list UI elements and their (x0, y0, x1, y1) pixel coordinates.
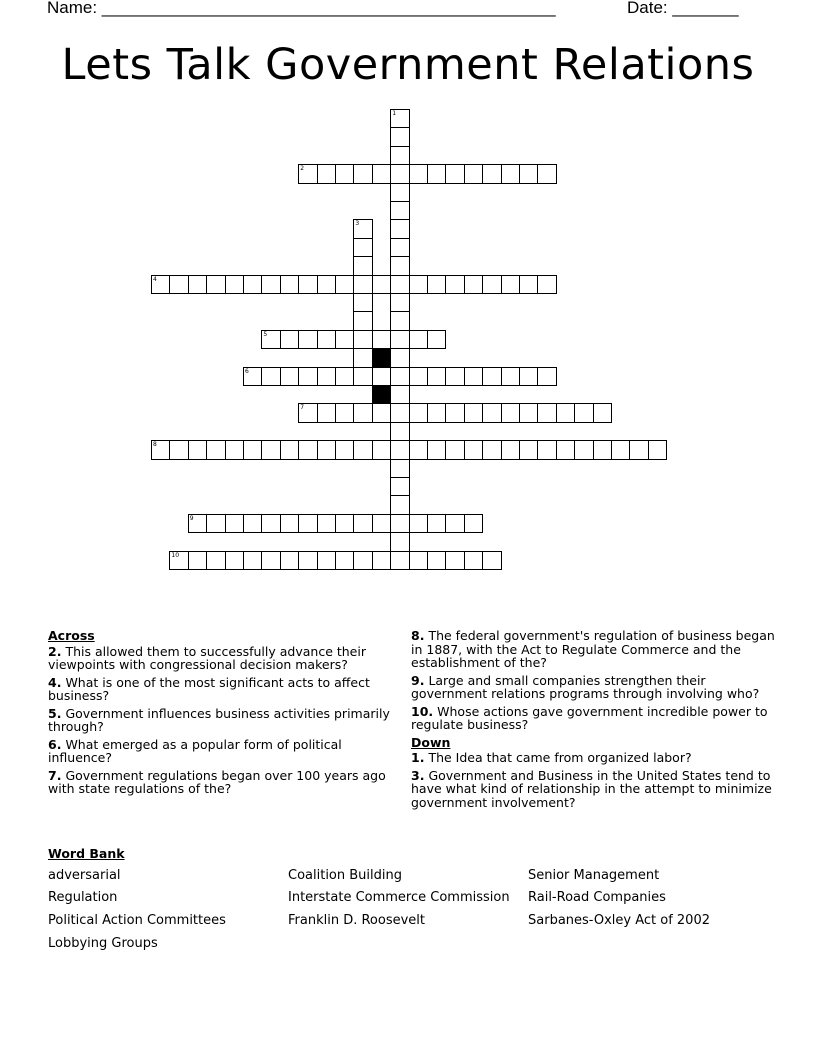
grid-cell[interactable] (225, 551, 244, 570)
grid-cell[interactable] (390, 551, 409, 570)
grid-cell[interactable] (501, 440, 520, 459)
grid-cell[interactable] (390, 403, 409, 422)
grid-cell[interactable] (353, 440, 372, 459)
clue-number: 1. (411, 750, 425, 765)
grid-cell[interactable] (409, 330, 428, 349)
grid-cell[interactable] (482, 440, 501, 459)
grid-cell[interactable] (353, 551, 372, 570)
grid-cell[interactable] (390, 514, 409, 533)
clue-number: 3. (411, 767, 425, 783)
grid-cell[interactable] (390, 164, 409, 183)
grid-cell[interactable] (335, 275, 354, 294)
grid-block-cell (372, 385, 391, 404)
grid-clue-number: 1 (392, 110, 397, 117)
grid-cell[interactable] (464, 275, 483, 294)
grid-clue-number: 7 (300, 404, 305, 412)
grid-cell[interactable] (409, 164, 428, 183)
grid-clue-number: 9 (189, 514, 194, 522)
grid-cell[interactable] (353, 348, 372, 367)
grid-cell[interactable] (482, 164, 501, 183)
grid-cell[interactable] (188, 440, 207, 459)
grid-cell[interactable] (390, 256, 409, 275)
grid-clue-number: 6 (245, 367, 249, 375)
grid-cell[interactable] (243, 440, 262, 459)
clue-across-6 (48, 738, 393, 765)
clue-across-5 (48, 707, 393, 734)
grid-cell[interactable] (390, 330, 409, 349)
grid-cell[interactable] (280, 275, 299, 294)
clue-number: 8. (411, 628, 425, 643)
grid-cell[interactable] (261, 367, 280, 386)
grid-cell[interactable] (427, 164, 446, 183)
grid-cell[interactable] (556, 440, 575, 459)
clue-number: 2. (48, 643, 62, 659)
grid-cell[interactable] (298, 275, 317, 294)
page-title: Lets Talk Government Relations (61, 40, 755, 90)
clue-text: What is one of the most significant acts to affect business? (48, 674, 370, 703)
word-bank-heading: Word Bank (48, 846, 125, 861)
grid-cell[interactable] (574, 440, 593, 459)
grid-clue-number: 8 (153, 441, 157, 449)
grid-cell[interactable] (390, 146, 409, 165)
grid-cell[interactable] (335, 330, 354, 349)
grid-cell[interactable] (317, 514, 336, 533)
clues-right-column (411, 629, 776, 813)
grid-cell[interactable] (390, 183, 409, 202)
grid-cell[interactable] (298, 440, 317, 459)
grid-cell[interactable] (464, 551, 483, 570)
grid-cell[interactable] (206, 275, 225, 294)
grid-cell[interactable] (537, 367, 556, 386)
clue-down-3 (411, 769, 776, 810)
grid-cell[interactable] (464, 403, 483, 422)
grid-cell[interactable] (261, 514, 280, 533)
grid-cell[interactable] (427, 403, 446, 422)
grid-clue-number: 10 (171, 551, 180, 559)
grid-cell[interactable] (243, 551, 262, 570)
grid-cell[interactable] (353, 514, 372, 533)
word-bank-item: Coalition Building (288, 868, 402, 883)
grid-cell[interactable] (317, 164, 336, 183)
grid-cell[interactable] (611, 440, 630, 459)
grid-cell[interactable] (372, 330, 391, 349)
grid-cell[interactable] (445, 164, 464, 183)
grid-cell[interactable] (519, 275, 538, 294)
grid-clue-number: 4 (153, 275, 157, 283)
grid-cell[interactable] (335, 514, 354, 533)
grid-cell[interactable] (445, 514, 464, 533)
clue-text: The federal government's regulation of business began in 1887, with the Act to Regulate Commerce and the establishment of the? (411, 628, 775, 670)
clue-number: 4. (48, 674, 62, 690)
word-bank-item: Franklin D. Roosevelt (288, 913, 426, 928)
grid-cell[interactable] (372, 367, 391, 386)
grid-cell[interactable] (353, 293, 372, 312)
clue-number: 7. (48, 767, 62, 783)
grid-cell[interactable] (261, 551, 280, 570)
grid-cell[interactable] (188, 275, 207, 294)
grid-cell[interactable] (317, 440, 336, 459)
grid-cell[interactable] (372, 440, 391, 459)
clue-text: Whose actions gave government incredible power to regulate business? (411, 703, 768, 732)
grid-cell[interactable] (427, 551, 446, 570)
grid-cell[interactable] (390, 238, 409, 257)
grid-cell[interactable] (390, 495, 409, 514)
grid-cell[interactable] (298, 367, 317, 386)
grid-cell[interactable] (280, 330, 299, 349)
grid-cell[interactable] (372, 551, 391, 570)
clues-left-column (48, 629, 393, 800)
grid-cell[interactable] (298, 551, 317, 570)
grid-cell[interactable] (537, 164, 556, 183)
grid-cell[interactable] (390, 293, 409, 312)
grid-clue-number: 3 (355, 220, 360, 228)
grid-cell[interactable] (445, 275, 464, 294)
grid-cell[interactable] (390, 385, 409, 404)
grid-cell[interactable] (409, 440, 428, 459)
grid-cell[interactable] (188, 551, 207, 570)
grid-cell[interactable] (390, 422, 409, 441)
grid-cell[interactable] (225, 514, 244, 533)
grid-cell[interactable] (372, 275, 391, 294)
grid-cell[interactable] (390, 532, 409, 551)
grid-cell[interactable] (390, 201, 409, 220)
grid-cell[interactable] (648, 440, 667, 459)
grid-cell[interactable] (482, 403, 501, 422)
grid-cell[interactable] (409, 403, 428, 422)
grid-cell[interactable] (353, 164, 372, 183)
grid-cell[interactable] (537, 275, 556, 294)
grid-cell[interactable] (335, 440, 354, 459)
grid-cell[interactable] (206, 440, 225, 459)
grid-cell[interactable] (427, 275, 446, 294)
grid-cell[interactable] (574, 403, 593, 422)
grid-cell[interactable] (372, 164, 391, 183)
grid-cell[interactable] (261, 440, 280, 459)
clue-text: What emerged as a popular form of political influence? (48, 736, 342, 765)
grid-cell[interactable] (390, 477, 409, 496)
clue-number: 10. (411, 703, 434, 719)
grid-cell[interactable] (225, 275, 244, 294)
grid-cell[interactable] (353, 403, 372, 422)
grid-cell[interactable] (353, 275, 372, 294)
grid-cell[interactable] (298, 514, 317, 533)
word-bank-item: Senior Management (528, 868, 660, 883)
grid-cell[interactable] (206, 551, 225, 570)
grid-cell[interactable] (519, 403, 538, 422)
grid-cell[interactable] (445, 551, 464, 570)
grid-cell[interactable] (519, 440, 538, 459)
grid-cell[interactable] (390, 127, 409, 146)
grid-cell[interactable] (372, 403, 391, 422)
grid-cell[interactable] (445, 440, 464, 459)
grid-cell[interactable] (501, 275, 520, 294)
grid-cell[interactable] (390, 348, 409, 367)
grid-cell[interactable] (280, 514, 299, 533)
grid-cell[interactable] (317, 551, 336, 570)
clue-across-7 (48, 769, 393, 796)
clue-text: This allowed them to successfully advance their viewpoints with congressional decision makers? (48, 643, 366, 672)
word-bank-item: Lobbying Groups (48, 936, 158, 951)
grid-cell[interactable] (335, 403, 354, 422)
grid-cell[interactable] (280, 551, 299, 570)
grid-cell[interactable] (169, 440, 188, 459)
grid-cell[interactable] (243, 514, 262, 533)
name-field-line: Name: ________________________________________________ (47, 0, 556, 17)
grid-cell[interactable] (317, 275, 336, 294)
clue-across-4 (48, 676, 393, 703)
word-bank-item: Rail-Road Companies (528, 890, 666, 905)
grid-cell[interactable] (482, 275, 501, 294)
grid-cell[interactable] (445, 367, 464, 386)
grid-cell[interactable] (464, 164, 483, 183)
grid-cell[interactable] (243, 275, 262, 294)
across-heading: Across (48, 628, 95, 643)
grid-cell[interactable] (501, 403, 520, 422)
grid-cell[interactable] (519, 367, 538, 386)
grid-cell[interactable] (556, 403, 575, 422)
grid-cell[interactable] (372, 514, 391, 533)
grid-clue-number: 5 (263, 330, 268, 338)
clue-text: Government and Business in the United States tend to have what kind of relationship in the attempt to minimize government involvement? (411, 767, 772, 810)
grid-cell[interactable] (390, 459, 409, 478)
grid-cell[interactable] (390, 275, 409, 294)
grid-cell[interactable] (445, 403, 464, 422)
grid-cell[interactable] (409, 551, 428, 570)
grid-cell[interactable] (317, 367, 336, 386)
word-bank-item: Interstate Commerce Commission (288, 890, 510, 905)
date-field-line: Date: _______ (627, 0, 739, 17)
grid-cell[interactable] (427, 330, 446, 349)
grid-cell[interactable] (353, 238, 372, 257)
grid-cell[interactable] (261, 275, 280, 294)
clue-number: 5. (48, 705, 62, 721)
grid-cell[interactable] (225, 440, 244, 459)
grid-cell[interactable] (427, 440, 446, 459)
grid-cell[interactable] (298, 330, 317, 349)
clue-across-2 (48, 645, 393, 672)
word-bank-item: adversarial (48, 868, 121, 883)
clue-down-1 (411, 751, 776, 765)
grid-cell[interactable] (427, 367, 446, 386)
grid-cell[interactable] (317, 403, 336, 422)
grid-cell[interactable] (317, 330, 336, 349)
grid-cell[interactable] (427, 514, 446, 533)
grid-cell[interactable] (353, 330, 372, 349)
grid-cell[interactable] (629, 440, 648, 459)
clue-number: 9. (411, 672, 425, 688)
word-bank-item: Sarbanes-Oxley Act of 2002 (528, 913, 710, 928)
grid-cell[interactable] (390, 311, 409, 330)
grid-cell[interactable] (390, 440, 409, 459)
grid-cell[interactable] (409, 514, 428, 533)
grid-cell[interactable] (593, 440, 612, 459)
grid-cell[interactable] (409, 275, 428, 294)
grid-cell[interactable] (519, 164, 538, 183)
clue-number: 6. (48, 736, 62, 752)
grid-cell[interactable] (280, 367, 299, 386)
grid-cell[interactable] (464, 367, 483, 386)
grid-cell[interactable] (501, 367, 520, 386)
word-bank-item: Regulation (48, 890, 118, 905)
grid-cell[interactable] (280, 440, 299, 459)
clue-text: Large and small companies strengthen their government relations programs through involving who? (411, 672, 760, 701)
grid-cell[interactable] (335, 367, 354, 386)
grid-cell[interactable] (353, 311, 372, 330)
grid-cell[interactable] (353, 367, 372, 386)
grid-cell[interactable] (537, 440, 556, 459)
grid-cell[interactable] (593, 403, 612, 422)
grid-clue-number: 2 (300, 165, 305, 173)
grid-cell[interactable] (206, 514, 225, 533)
grid-cell[interactable] (335, 551, 354, 570)
grid-cell[interactable] (409, 367, 428, 386)
grid-cell[interactable] (390, 367, 409, 386)
grid-block-cell (372, 348, 391, 367)
clue-text: Government regulations began over 100 years ago with state regulations of the? (48, 767, 386, 796)
clue-text: Government influences business activities primarily through? (48, 705, 390, 734)
word-bank-item: Political Action Committees (48, 913, 226, 928)
grid-cell[interactable] (464, 514, 483, 533)
clue-across-9 (411, 674, 776, 701)
grid-cell[interactable] (169, 275, 188, 294)
clue-across-8 (411, 629, 776, 670)
grid-cell[interactable] (482, 367, 501, 386)
grid-cell[interactable] (537, 403, 556, 422)
clue-text: The Idea that came from organized labor? (428, 750, 692, 765)
grid-cell[interactable] (353, 256, 372, 275)
grid-cell[interactable] (335, 164, 354, 183)
clue-across-10 (411, 705, 776, 732)
grid-cell[interactable] (464, 440, 483, 459)
down-heading: Down (411, 734, 451, 750)
grid-cell[interactable] (501, 164, 520, 183)
grid-cell[interactable] (482, 551, 501, 570)
grid-cell[interactable] (390, 219, 409, 238)
